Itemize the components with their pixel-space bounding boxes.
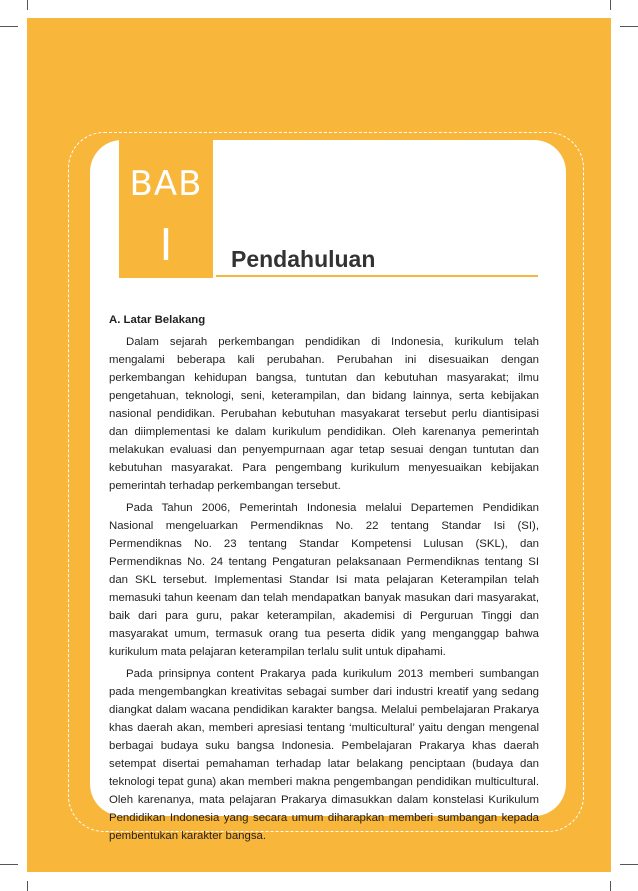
crop-mark <box>0 26 18 27</box>
title-underline <box>216 275 538 277</box>
crop-mark <box>610 881 611 891</box>
chapter-title: Pendahuluan <box>231 246 376 272</box>
crop-mark <box>0 864 18 865</box>
paragraph: Pada Tahun 2006, Pemerintah Indonesia melalui Departemen Pendidikan Nasional mengeluarkan Permendiknas No. 22 tentang Standar Isi (SI), Permendiknas No. 23 tentang Standar Kompetensi Lulusan (SKL), dan Permendiknas No. 24 tentang Pengaturan pelaksanaan Permendiknas tentang SI dan SKL tersebut. Implementasi Standar Isi mata pelajaran Keterampilan telah memasuki tahun keenam dan telah mendapatkan banyak masukan dari masyarakat, baik dari para guru, pakar keterampilan, akademisi di Perguruan Tinggi dan masyarakat umum, termasuk orang tua peserta didik yang menganggap bahwa kurikulum mata pelajaran keterampilan terlalu sulit untuk dipahami. <box>109 502 539 658</box>
crop-mark <box>620 864 638 865</box>
chapter-label: BAB <box>129 164 203 204</box>
section-heading: A. Latar Belakang <box>109 314 206 326</box>
crop-mark <box>27 0 28 10</box>
crop-mark <box>610 0 611 10</box>
crop-mark <box>27 881 28 891</box>
crop-mark <box>620 26 638 27</box>
chapter-number: I <box>159 220 173 271</box>
paragraph: Dalam sejarah perkembangan pendidikan di Indonesia, kurikulum telah mengalami beberapa kali perubahan. Perubahan ini disesuaikan dengan perkembangan kehidupan bangsa, tuntutan dan kebutuhan masyarakat; ilmu pengetahuan, teknologi, seni, keterampilan, dan bidang lainnya, serta kebijakan nasional pendidikan. Perubahan kebutuhan masyakarat tersebut perlu diantisipasi dan diimplementasi ke dalam kurikulum pendidikan. Oleh karenanya pemerintah melakukan evaluasi dan penyempurnaan agar tetap sesuai dengan tuntutan dan kebutuhan masyarakat. Para pengembang kurikulum menyesuaikan kebijakan pemerintah terhadap perkembangan tersebut. <box>109 336 539 492</box>
paragraph: Pada prinsipnya content Prakarya pada kurikulum 2013 memberi sumbangan pada mengembangkan kreativitas sebagai sumber dari industri kreatif yang sedang diangkat dalam wacana pendidikan karakter bangsa. Melalui pembelajaran Prakarya khas daerah akan, memberi apresiasi tentang ‘multicultural’ yaitu dengan mengenal berbagai budaya suku bangsa Indonesia. Pembelajaran Prakarya khas daerah setempat disertai pemahaman terhadap latar belakang penciptaan (budaya dan teknologi tepat guna) akan memberi makna pengembangan pendidikan multicultural. Oleh karenanya, mata pelajaran Prakarya dimasukkan dalam konstelasi Kurikulum Pendidikan Indonesia yang secara umum diharapkan memberi sumbangan kepada pembentukan karakter bangsa. <box>109 668 539 842</box>
section-body <box>109 311 539 849</box>
